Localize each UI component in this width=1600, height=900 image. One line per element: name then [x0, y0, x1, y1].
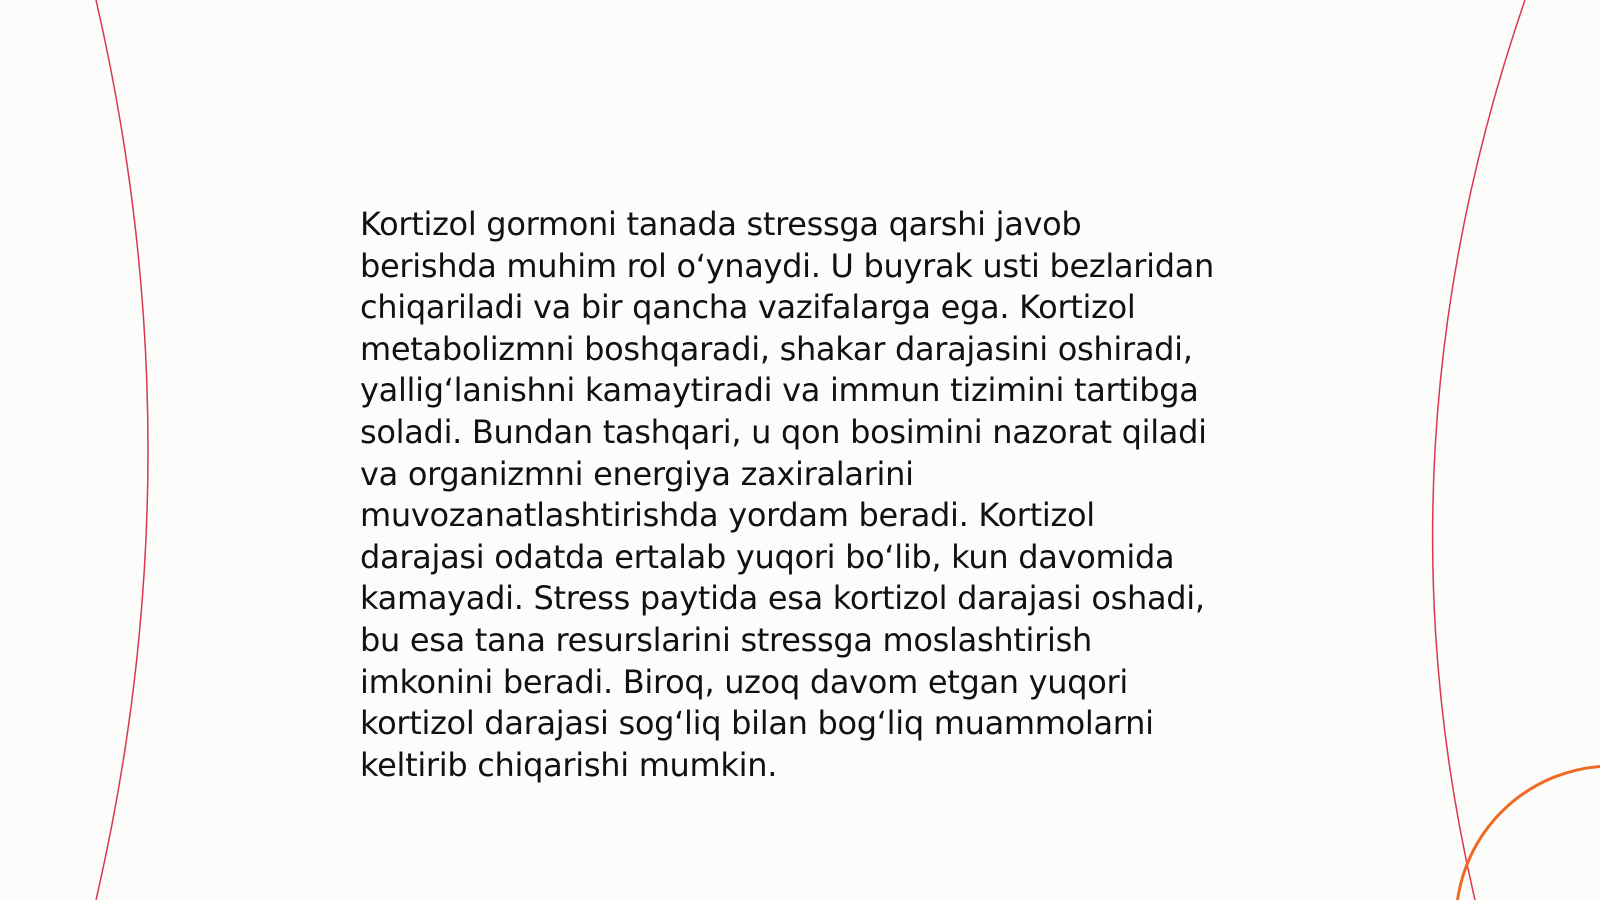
paragraph-line: keltirib chiqarishi mumkin. — [360, 745, 778, 784]
paragraph-line: muvozanatlashtirishda yordam beradi. Kortizol — [360, 496, 1095, 535]
right-curve — [1433, 0, 1525, 900]
body-paragraph — [360, 204, 1260, 786]
left-curve — [96, 0, 148, 900]
paragraph-line: chiqariladi va bir qancha vazifalarga ega. Kortizol — [360, 288, 1136, 327]
paragraph-line: Kortizol gormoni tanada stressga qarshi javob — [360, 205, 1082, 243]
paragraph-line: bu esa tana resurslarini stressga moslashtirish — [360, 620, 1092, 659]
corner-arc — [1456, 766, 1600, 900]
paragraph-line: va organizmni energiya zaxiralarini — [360, 454, 914, 493]
paragraph-line: kortizol darajasi sog‘liq bilan bog‘liq muammolarni — [360, 704, 1154, 743]
paragraph-line: imkonini beradi. Biroq, uzoq davom etgan yuqori — [360, 662, 1128, 701]
paragraph-line: darajasi odatda ertalab yuqori bo‘lib, kun davomida — [360, 537, 1175, 576]
paragraph-line: yallig‘lanishni kamaytiradi va immun tizimini tartibga — [360, 371, 1199, 410]
paragraph-line: berishda muhim rol o‘ynaydi. U buyrak usti bezlaridan — [360, 246, 1215, 285]
paragraph-line: metabolizmni boshqaradi, shakar darajasini oshiradi, — [360, 329, 1193, 368]
paragraph-line: kamayadi. Stress paytida esa kortizol darajasi oshadi, — [360, 579, 1205, 618]
paragraph-line: soladi. Bundan tashqari, u qon bosimini nazorat qiladi — [360, 412, 1207, 451]
